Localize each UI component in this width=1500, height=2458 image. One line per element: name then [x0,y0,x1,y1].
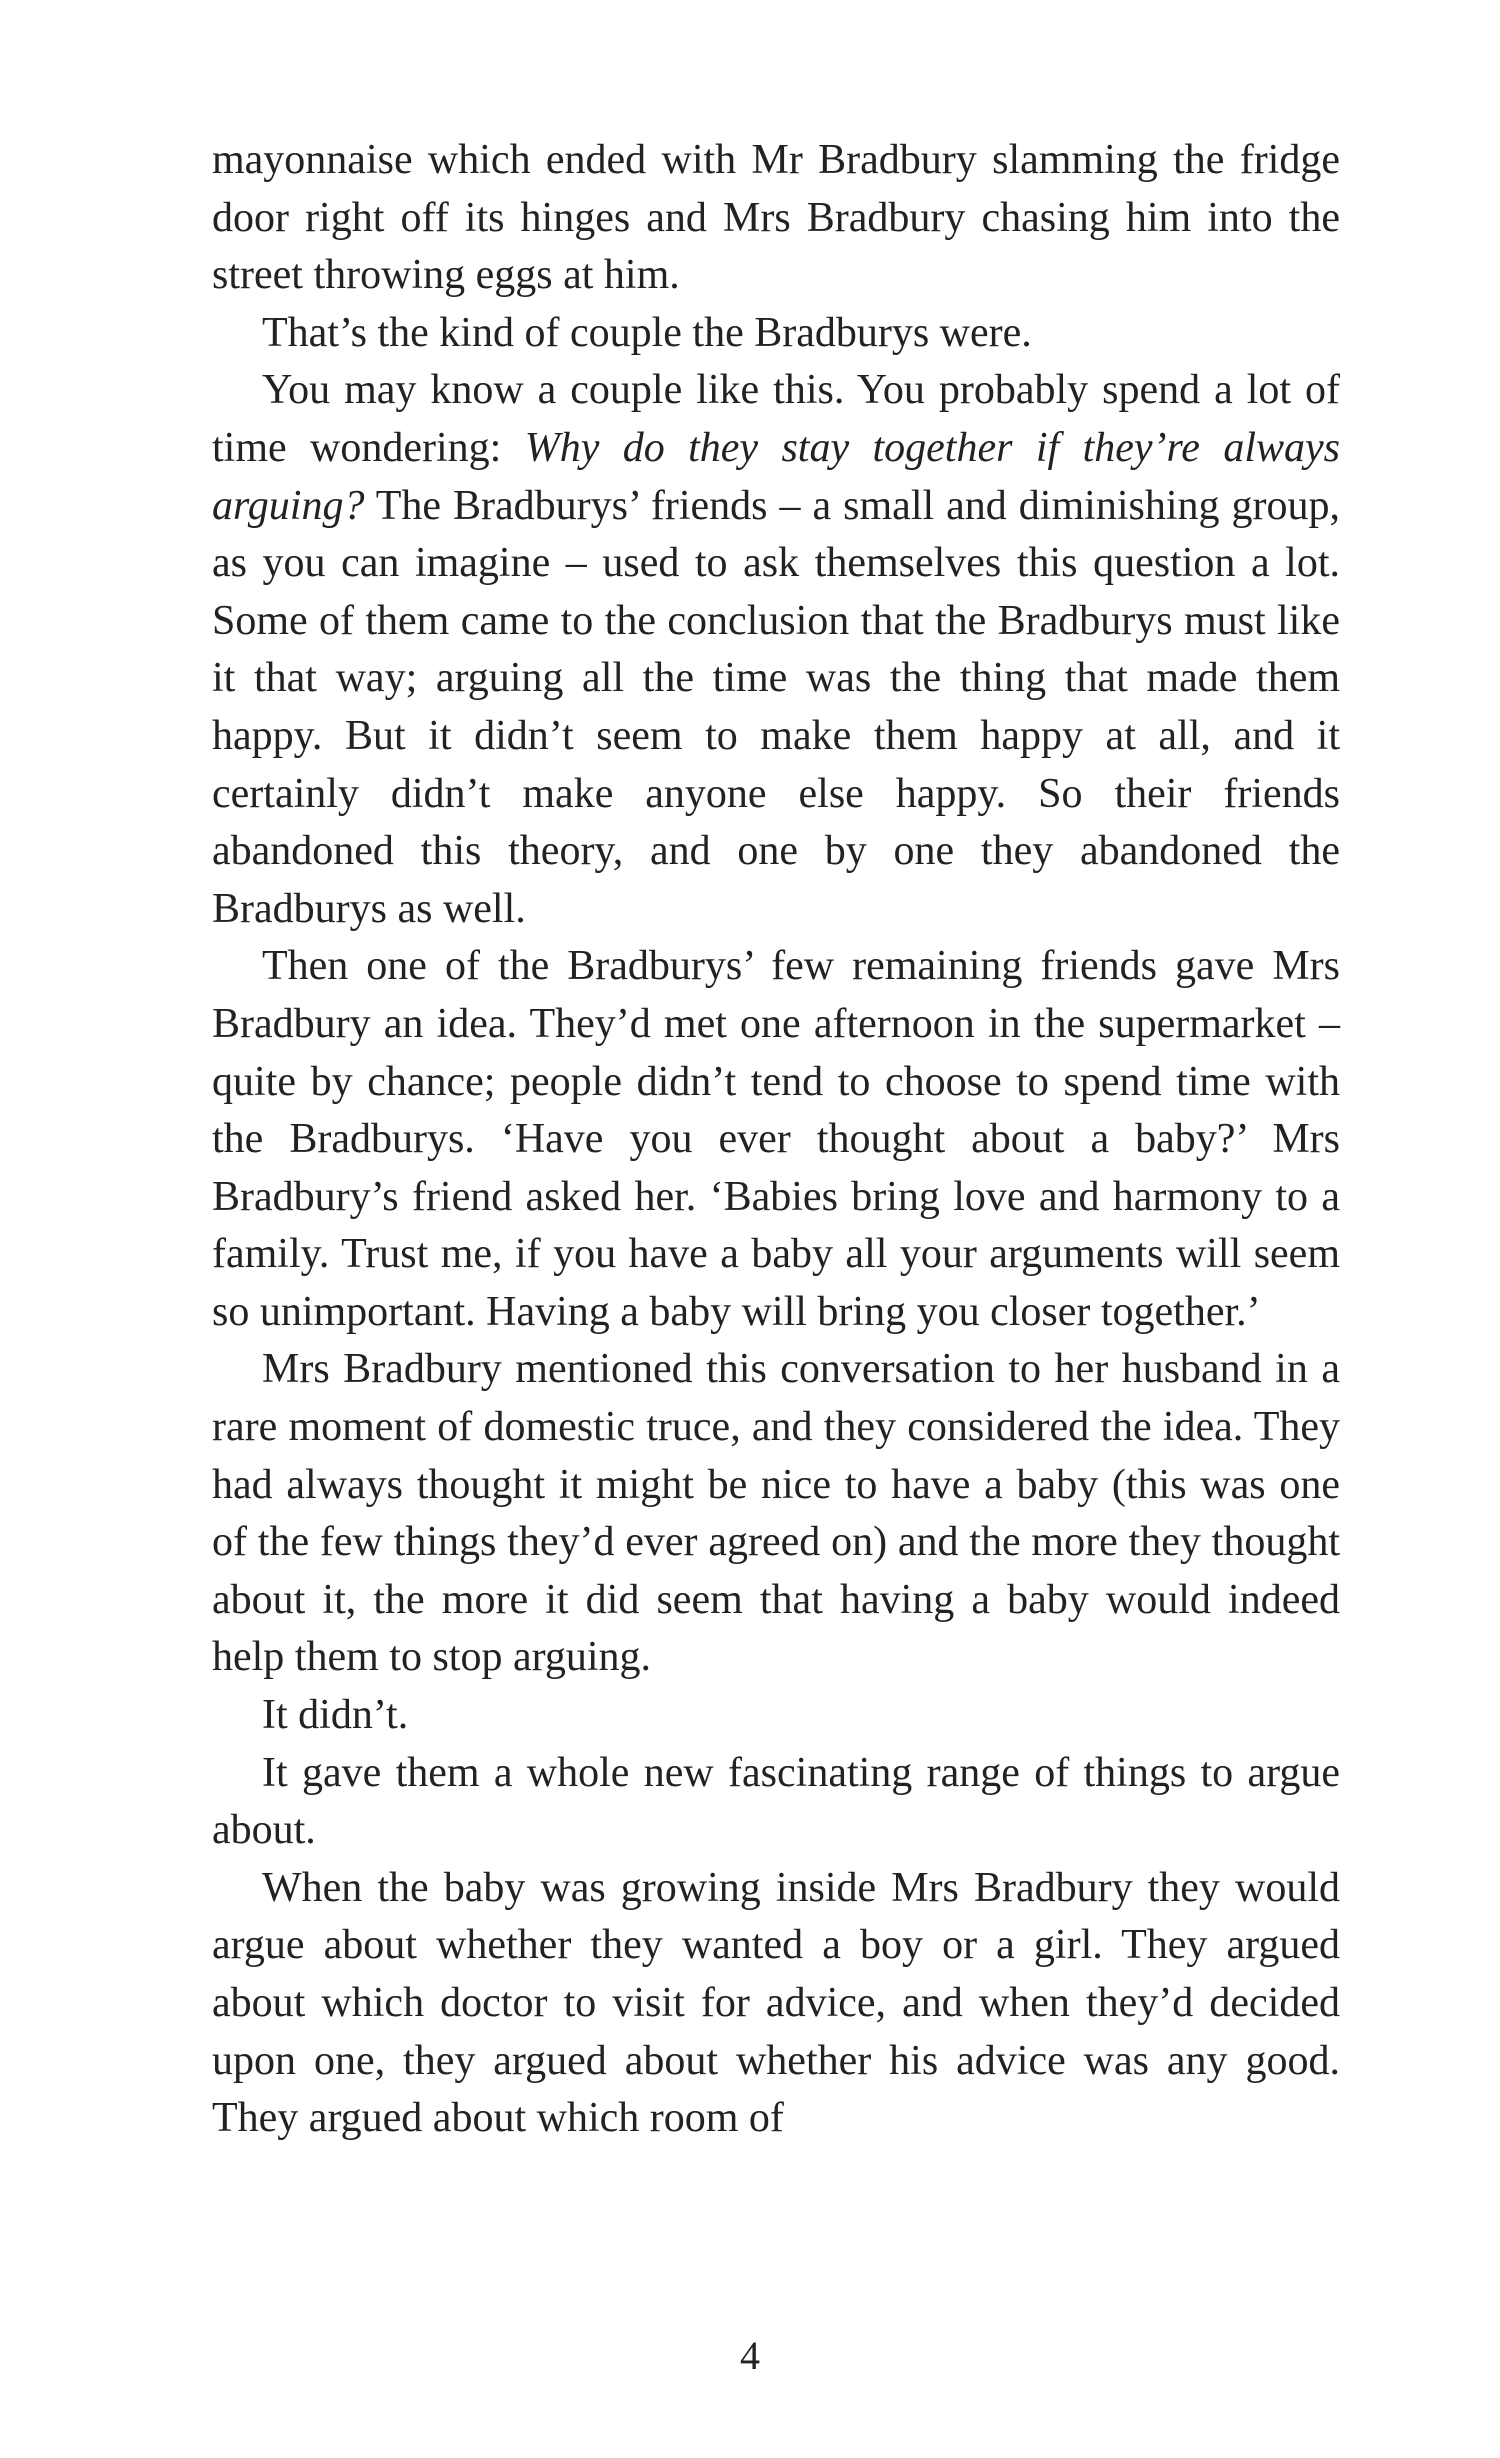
paragraph-8: When the baby was growing inside Mrs Bradbury they would argue about whether they wanted a boy or a girl. They argued about which doctor to visit for advice, and when they’d decided upon one, they argued about whether his advice was any good. They argued about which room of [212,1864,1340,2142]
paragraph-5: Mrs Bradbury mentioned this conversation to her husband in a rare moment of domestic truce, and they considered the idea. They had always thought it might be nice to have a baby (this was one of the few things they’d ever agreed on) and the more they thought about it, the more it did seem that having a baby would indeed help them to stop arguing. [212,1346,1340,1681]
paragraph-3-text-before: You may know a couple like this. You probably spend a lot of time wondering: [212,367,1340,471]
paragraph-7: It gave them a whole new fascinating range of things to argue about. [212,1749,1340,1854]
paragraph-3 [212,362,1340,938]
paragraph-2: That’s the kind of couple the Bradburys were. [262,309,1032,356]
paragraph-1: mayonnaise which ended with Mr Bradbury slamming the fridge door right off its hinges and Mrs Bradbury chasing him into the street throwing eggs at him. [212,137,1340,299]
paragraph-3-text-after: The Bradburys’ friends – a small and diminishing group, as you can imagine – used to ask themselves this question a lot. Some of them came to the conclusion that the Bradburys must like it that way; arguing all the time was the thing that made them happy. But it didn’t seem to make them happy at all, and it certainly didn’t make anyone else happy. So their friends abandoned this theory, and one by one they abandoned the Bradburys as well. [212,482,1340,932]
paragraph-4: Then one of the Bradburys’ few remaining friends gave Mrs Bradbury an idea. They’d met one afternoon in the supermarket – quite by chance; people didn’t tend to choose to spend time with the Bradburys. ‘Have you ever thought about a baby?’ Mrs Bradbury’s friend asked her. ‘Babies bring love and harmony to a family. Trust me, if you have a baby all your arguments will seem so unimportant. Having a baby will bring you closer together.’ [212,943,1340,1335]
paragraph-3-italic-question: Why do they stay together if they’re always arguing? [212,424,1340,529]
page-body [212,132,1340,2148]
paragraph-6: It didn’t. [262,1692,409,1739]
page-number: 4 [740,2333,760,2378]
